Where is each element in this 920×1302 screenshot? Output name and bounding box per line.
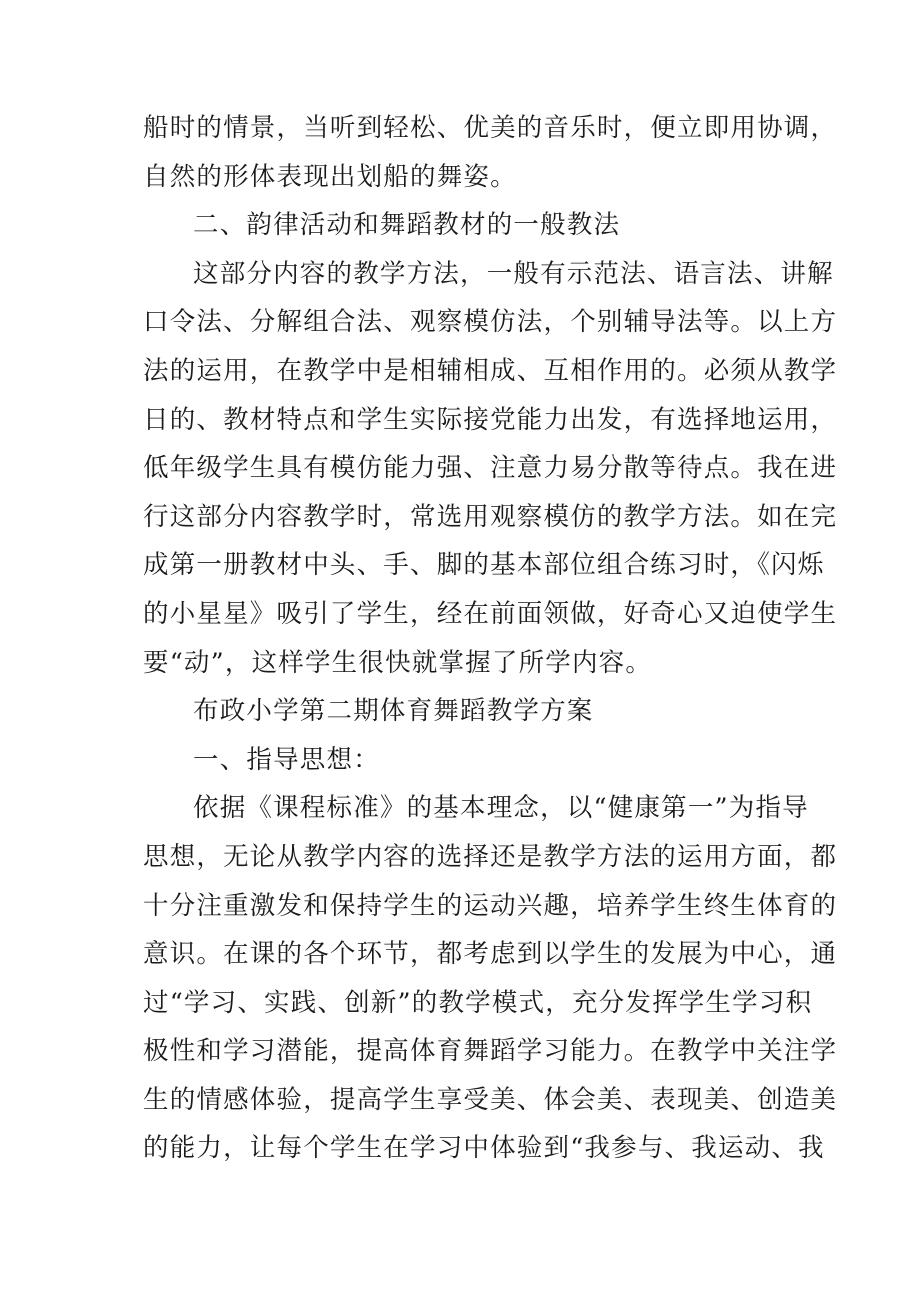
- text-line: 意识。在课的各个环节，都考虑到以学生的发展为中心，通: [143, 939, 838, 970]
- text-line: 口令法、分解组合法、观察模仿法，个别辅导法等。以上方: [143, 307, 838, 338]
- text-line: 思想，无论从教学内容的选择还是教学方法的运用方面，都: [143, 841, 838, 872]
- document-body: [143, 104, 838, 1173]
- text-line: 要“动”，这样学生很快就掌握了所学内容。: [143, 647, 653, 678]
- text-line: 极性和学习潜能，提高体育舞蹈学习能力。在教学中关注学: [143, 1036, 838, 1067]
- text-line: 低年级学生具有模仿能力强、注意力易分散等待点。我在进: [143, 453, 838, 484]
- text-line: 日的、教材特点和学生实际接党能力出发，有选择地运用，: [143, 404, 838, 435]
- text-line: 的能力，让每个学生在学习中体验到“我参与、我运动、我: [143, 1133, 825, 1164]
- text-line: 的小星星》吸引了学生，经在前面领做，好奇心又迫使学生: [143, 598, 838, 629]
- paragraph-first-line: 这部分内容的教学方法，一般有示范法、语言法、讲解: [193, 258, 834, 289]
- text-line: 自然的形体表现出划船的舞姿。: [143, 161, 517, 192]
- paragraph-first-line: 布政小学第二期体育舞蹈教学方案: [193, 696, 594, 727]
- text-line: 过“学习、实践、创新”的教学模式，充分发挥学生学习积: [143, 987, 813, 1018]
- text-line: 生的情感体验，提高学生享受美、体会美、表现美、创造美: [143, 1084, 838, 1115]
- text-line: 十分注重激发和保持学生的运动兴趣，培养学生终生体育的: [143, 890, 838, 921]
- paragraph-first-line: 二、韵律活动和舞蹈教材的一般教法: [193, 210, 621, 241]
- text-line: 行这部分内容教学时，常选用观察模仿的教学方法。如在完: [143, 501, 838, 532]
- text-line: 成第一册教材中头、手、脚的基本部位组合练习时，《闪烁: [143, 550, 825, 581]
- paragraph-first-line: 一、指导思想：: [193, 744, 380, 775]
- paragraph-first-line: 依据《课程标准》的基本理念，以“健康第一”为指导: [193, 793, 809, 824]
- text-line: 法的运用，在教学中是相辅相成、互相作用的。必须从教学: [143, 355, 838, 386]
- text-line: 船时的情景，当听到轻松、优美的音乐时，便立即用协调，: [143, 113, 838, 143]
